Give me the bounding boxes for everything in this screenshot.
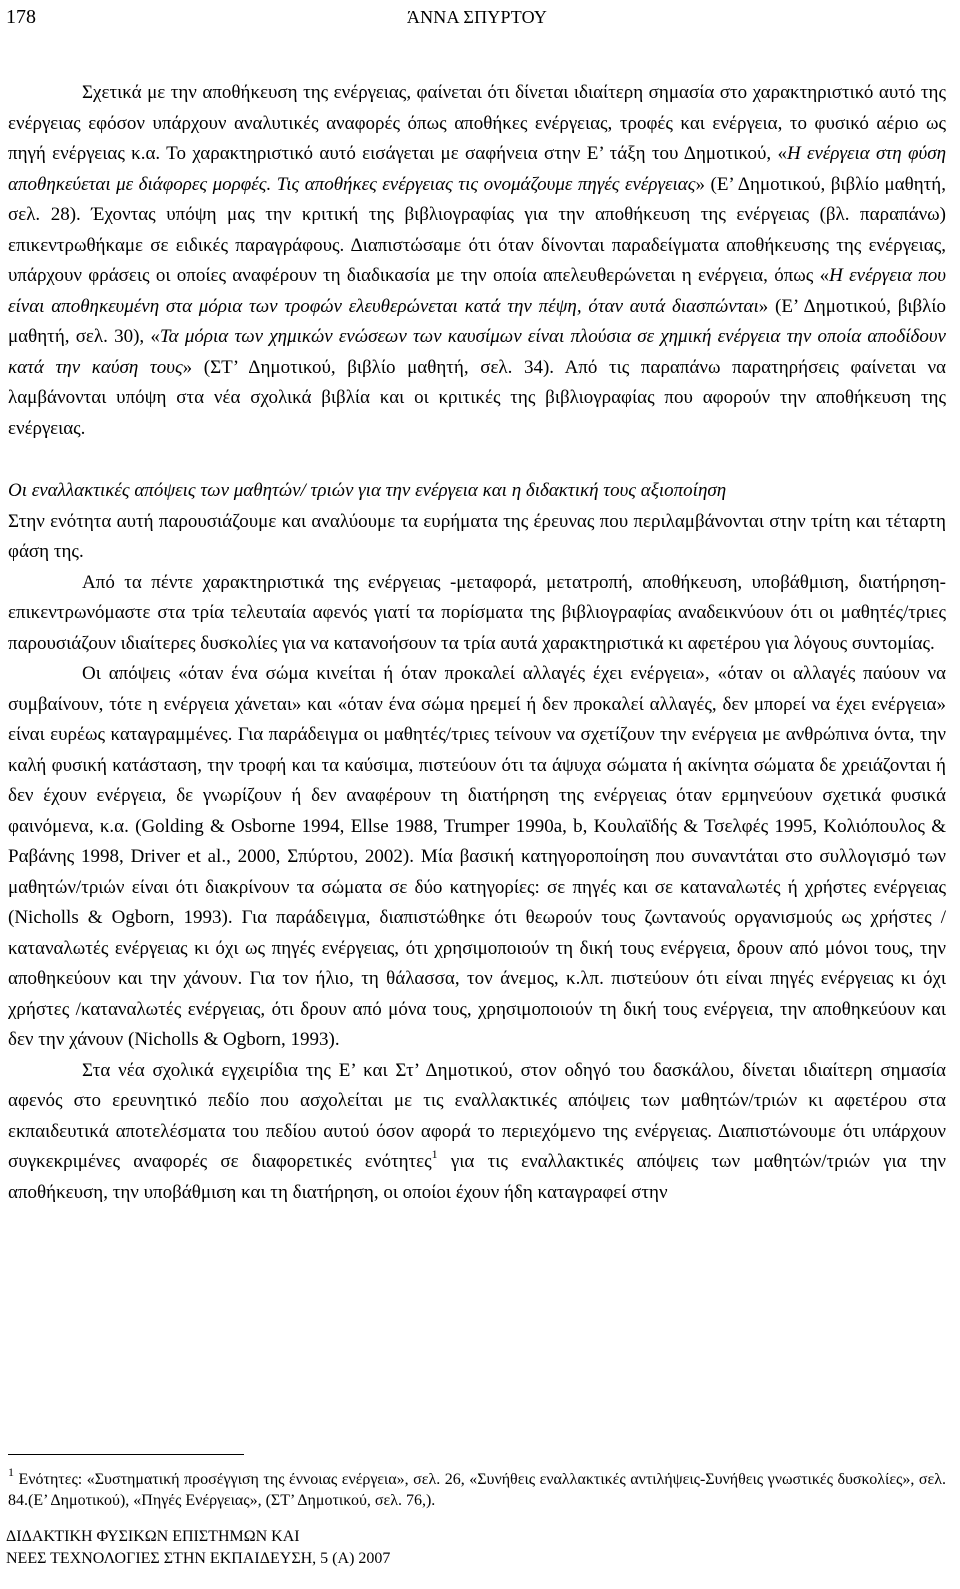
paragraph-new-textbooks [8, 1056, 946, 1209]
page-number: 178 [6, 6, 36, 28]
paragraph-text: » (Ε’ Δημοτικού, βιβλίο μαθητή, σελ. 28). Έχοντας υπόψη μας την κριτική της βιβλιογραφίας για την αποθήκευση της ενέργειας (βλ. παραπάνω) επικεντρωθήκαμε σε ειδικές παραγράφους. Διαπιστώσαμε ότι όταν δίνονται παραδείγματα αποθήκευσης της ενέργειας, υπάρχουν φράσεις οι οποίες αναφέρουν τη διαδικασία με την οποία απελευθερώνεται η ενέργεια, όπως « [8, 173, 946, 286]
paragraph-text: Στα νέα σχολικά εγχειρίδια της Ε’ και Στ’ Δημοτικού, στον οδηγό του δασκάλου, δίνεται ιδιαίτερη σημασία αφενός στο ερευνητικό πεδίο που ασχολείται με τις εναλλακτικές απόψεις των μαθητών/τριών κι αφετέρου στα εκπαιδευτικά αποτελέσματα του πεδίου αυτού όσον αφορά το περιεχόμενο της ενέργειας. Διαπιστώνουμε ότι υπάρχουν συγκεκριμένες αναφορές σε διαφορετικές ενότητες [8, 1059, 946, 1172]
footnote-text: Ενότητες: «Συστηματική προσέγγιση της έννοιας ενέργεια», σελ. 26, «Συνήθεις εναλλακτικές αντιλήψεις-Συνήθεις γνωστικές δυσκολίες», σελ. 84.(Ε’ Δημοτικού), «Πηγές Ενέργειας», (ΣΤ’ Δημοτικού, σελ. 76,). [8, 1471, 946, 1509]
paragraph-section-intro: Στην ενότητα αυτή παρουσιάζουμε και αναλύουμε τα ευρήματα της έρευνας που περιλαμβάνονται στην τρίτη και τέταρτη φάση της. [8, 510, 946, 562]
quote-textbook: Η ενέργεια που είναι αποθηκευμένη στα μόρια των τροφών ελευθερώνεται κατά την πέψη, όταν αυτά διασπώνται [8, 265, 946, 317]
quote-textbook: Η ενέργεια στη φύση αποθηκεύεται με διάφορες μορφές. Τις αποθήκες ενέργειας τις ονομάζουμε πηγές ενέργειας [8, 143, 946, 195]
footnote-mark: 1 [8, 1464, 14, 1479]
journal-title-line-1: ΔΙΔΑΚΤΙΚΗ ΦΥΣΙΚΩΝ ΕΠΙΣΤΗΜΩΝ ΚΑΙ [6, 1528, 300, 1545]
paragraph-text: » (ΣΤ’ Δημοτικού, βιβλίο μαθητή, σελ. 34). Από τις παραπάνω παρατηρήσεις φαίνεται να λαμβάνονται υπόψη στα νέα σχολικά βιβλία και οι κριτικές της βιβλιογραφίας που αφορούν την αποθήκευση της ενέργειας. [8, 356, 946, 439]
journal-footer [6, 1526, 390, 1570]
paragraph-text: για τις εναλλακτικές απόψεις των μαθητών/τριών για την αποθήκευση, την υποβάθμιση και τη διατήρηση, οι οποίοι έχουν ήδη καταγραφεί στην [8, 1151, 946, 1203]
page-header [6, 2, 948, 30]
paragraph-text: Σχετικά με την αποθήκευση της ενέργειας, φαίνεται ότι δίνεται ιδιαίτερη σημασία στο χαρακτηριστικό αυτό της ενέργειας εφόσον υπάρχουν αναλυτικές αναφορές όπως αποθήκες ενέργειας, τροφές και ενέργεια, το φυσικό αέριο ως πηγή ενέργειας κ.α. Το χαρακτηριστικό αυτό εισάγεται με σαφήνεια στην Ε’ τάξη του Δημοτικού, « [8, 82, 946, 164]
paragraph-text: » (Ε’ Δημοτικού, βιβλίο μαθητή, σελ. 30), « [8, 295, 946, 347]
section-heading: Οι εναλλακτικές απόψεις των μαθητών/ τριών για την ενέργεια και η διδακτική τους αξιοποίηση [8, 480, 727, 501]
section-gap [8, 444, 946, 476]
quote-textbook: Τα μόρια των χημικών ενώσεων των καυσίμων είναι πλούσια σε χημική ενέργεια την οποία αποδίδουν κατά την καύση τους [8, 326, 946, 378]
footnote-divider [8, 1454, 244, 1455]
running-head-author: ΆΝΝΑ ΣΠΥΡΤΟΥ [406, 7, 548, 27]
journal-title-line-2: ΝΕΕΣ ΤΕΧΝΟΛΟΓΙΕΣ ΣΤΗΝ ΕΚΠΑΙΔΕΥΣΗ, 5 (Α) 2007 [6, 1550, 391, 1567]
paragraph-characteristics: Από τα πέντε χαρακτηριστικά της ενέργειας -μεταφορά, μετατροπή, αποθήκευση, υποβάθμιση, διατήρηση- επικεντρωνόμαστε στα τρία τελευταία αφενός γιατί τα πορίσματα της βιβλιογραφίας αναδεικνύουν ότι οι μαθητές/τριες παρουσιάζουν ιδιαίτερες δυσκολίες για να κατανοήσουν τα τρία αυτά χαρακτηριστικά κι αφετέρου για λόγους συντομίας. [8, 571, 946, 654]
footnote-reference[interactable]: 1 [431, 1146, 438, 1161]
paragraph-student-views: Οι απόψεις «όταν ένα σώμα κινείται ή όταν προκαλεί αλλαγές έχει ενέργεια», «όταν οι αλλαγές παύουν να συμβαίνουν, τότε η ενέργεια χάνεται» και «όταν ένα σώμα ηρεμεί ή δεν προκαλεί αλλαγές, δεν μπορεί να έχει ενέργεια» είναι ευρέως καταγραμμένες. Για παράδειγμα οι μαθητές/τριες τείνουν να σχετίζουν την ενέργεια με ανθρώπινα όντα, την καλή φυσική κατάσταση, την τροφή και τα καύσιμα, πιστεύουν ότι τα άψυχα σώματα ή ακίνητα σώματα δε χρειάζονται ή δεν έχουν ενέργεια, δε γνωρίζουν ή δεν αναφέρουν τη διατήρηση της ενέργειας όταν ερμηνεύουν σχετικά φυσικά φαινόμενα, κ.α. (Golding & Osborne 1994, Ellse 1988, Trumper 1990a, b, Κουλαϊδής & Τσελφές 1995, Κολιόπουλος & Ραβάνης 1998, Driver et al., 2000, Σπύρτου, 2002). Μία βασική κατηγοροποίηση που συναντάται στο συλλογισμό των μαθητών/τριών είναι ότι διακρίνουν τα σώματα σε δύο κατηγορίες: σε πηγές και σε καταναλωτές ή χρήστες ενέργειας (Nicholls & Ogborn, 1993). Για παράδειγμα, διαπιστώθηκε ότι θεωρούν τους ζωντανούς οργανισμούς ως χρήστες /καταναλωτές ενέργειας κι όχι ως πηγές ενέργειας, ότι χρησιμοποιούν τη δική τους ενέργεια, δρουν από μόνοι τους, την αποθηκεύουν και την χάνουν. Για τον ήλιο, τη θάλασσα, τον άνεμος, κ.λπ. πιστεύουν ότι είναι πηγές ενέργειας κι όχι χρήστες /καταναλωτές ενέργειας, ότι δρουν από μόνα τους, χρησιμοποιούν τη δική τους ενέργεια, την αποθηκεύουν και δεν την χάνουν (Nicholls & Ogborn, 1993). [8, 663, 946, 1050]
body-text [8, 78, 946, 1208]
footnote-1 [8, 1464, 946, 1511]
footnotes [8, 1454, 946, 1511]
paragraph-storage-of-energy [8, 78, 946, 444]
